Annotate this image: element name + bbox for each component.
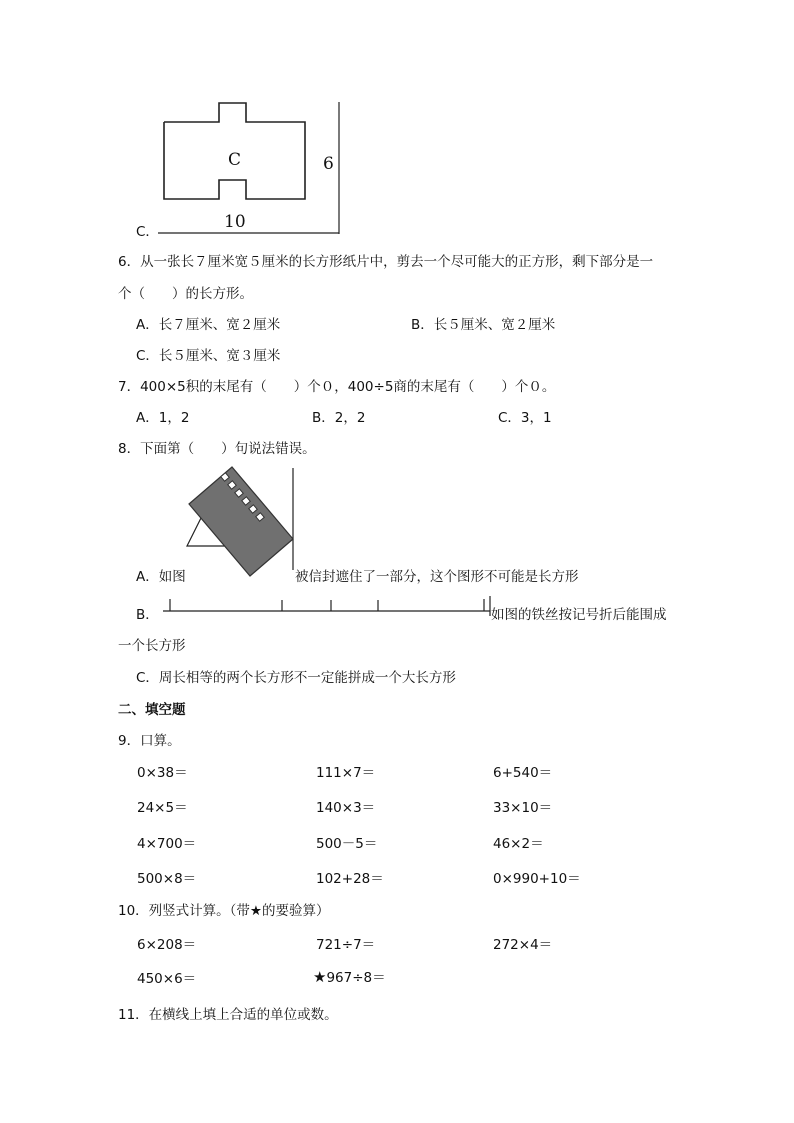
- q9-item: 111×7＝: [316, 765, 376, 781]
- q10-item: 967÷8＝: [326, 970, 386, 986]
- q10-item: 450×6＝: [137, 971, 197, 987]
- q6-stem-line2: 个（ ）的长方形。: [118, 286, 253, 302]
- height-label: 6: [323, 154, 334, 174]
- q7-stem: 7．400×5积的末尾有（ ）个０，400÷5商的末尾有（ ）个０。: [118, 379, 556, 395]
- q10-item: 6×208＝: [137, 937, 197, 953]
- q6-option-a[interactable]: A．长７厘米、宽２厘米: [136, 317, 281, 333]
- q8-option-b-suffix: 如图的铁丝按记号折后能围成: [491, 607, 667, 623]
- q6-option-b[interactable]: B．长５厘米、宽２厘米: [411, 317, 556, 333]
- q6-option-c[interactable]: C．长５厘米、宽３厘米: [136, 348, 281, 364]
- q9-stem: 9．口算。: [118, 733, 181, 749]
- q9-item: 140×3＝: [316, 800, 376, 816]
- q8-stem: 8．下面第（ ）句说法错误。: [118, 441, 316, 457]
- q9-item: 6+540＝: [493, 765, 553, 781]
- q8-option-c[interactable]: C．周长相等的两个长方形不一定能拼成一个大长方形: [136, 670, 456, 686]
- q9-item: 46×2＝: [493, 836, 544, 852]
- q9-item: 4×700＝: [137, 836, 197, 852]
- q9-item: 0×990+10＝: [493, 871, 581, 887]
- width-label: 10: [224, 212, 246, 232]
- shape-c-letter: C: [228, 150, 242, 170]
- section-title: 二、填空题: [118, 702, 186, 718]
- q7-option-b[interactable]: B．2，2: [312, 410, 366, 426]
- q9-item: 0×38＝: [137, 765, 188, 781]
- star-icon: ★: [313, 968, 327, 986]
- q9-item: 24×5＝: [137, 800, 188, 816]
- q8-option-b-prefix[interactable]: B．: [136, 607, 159, 623]
- q7-option-a[interactable]: A．1，2: [136, 410, 190, 426]
- q8-option-a-suffix: 被信封遮住了一部分，这个图形不可能是长方形: [295, 569, 579, 585]
- q10-item: 272×4＝: [493, 937, 553, 953]
- q8-option-b-line2: 一个长方形: [118, 638, 186, 654]
- q9-item: 102+28＝: [316, 871, 384, 887]
- q10-star-item: [313, 966, 386, 986]
- q9-item: 33×10＝: [493, 800, 553, 816]
- q5-option-c-label[interactable]: C．: [136, 224, 159, 240]
- q7-option-c[interactable]: C．3，1: [498, 410, 552, 426]
- q8-option-a-prefix[interactable]: A．如图: [136, 569, 186, 585]
- q9-item: 500－5＝: [316, 836, 378, 852]
- q9-item: 500×8＝: [137, 871, 197, 887]
- q6-stem-line1: 6．从一张长７厘米宽５厘米的长方形纸片中，剪去一个尽可能大的正方形，剩下部分是一: [118, 254, 654, 270]
- q11-stem: 11．在横线上填上合适的单位或数。: [118, 1007, 338, 1023]
- q10-item: 721÷7＝: [316, 937, 376, 953]
- q10-stem: 10．列竖式计算。（带★的要验算）: [118, 903, 330, 919]
